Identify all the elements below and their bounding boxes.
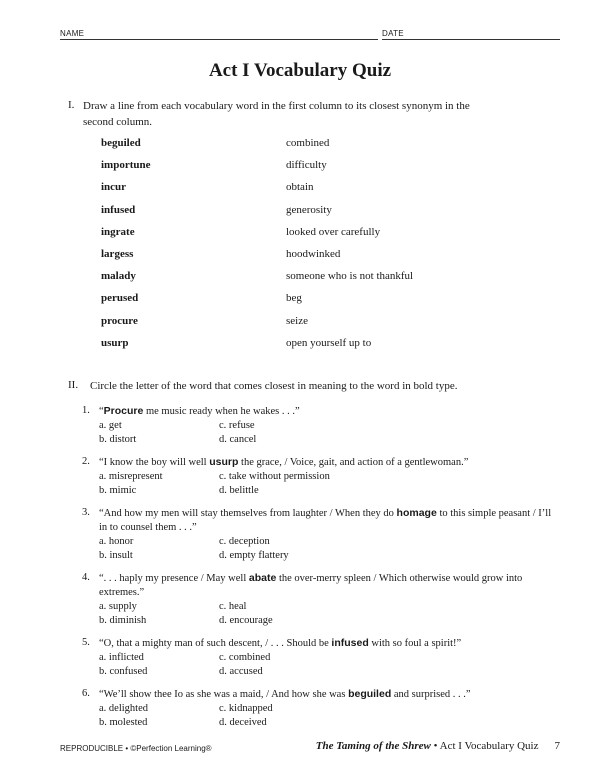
option-c[interactable]: c. refuse xyxy=(219,420,255,431)
page-number: 7 xyxy=(554,740,560,752)
question-bold-word: infused xyxy=(331,637,369,649)
question-number: 4. xyxy=(82,572,90,583)
part1-instructions-line1: Draw a line from each vocabulary word in the first column to its closest synonym in the xyxy=(83,100,470,112)
vocab-row xyxy=(101,137,461,159)
option-b[interactable]: b. mimic xyxy=(99,485,137,496)
option-c[interactable]: c. combined xyxy=(219,652,271,663)
part1-instructions-line2: second column. xyxy=(83,116,153,128)
option-c[interactable]: c. heal xyxy=(219,601,247,612)
question-bold-word: homage xyxy=(396,507,437,519)
answer-options xyxy=(99,702,552,730)
vocab-word[interactable]: importune xyxy=(101,159,151,172)
option-a[interactable]: a. misrepresent xyxy=(99,471,163,482)
vocab-synonym[interactable]: beg xyxy=(286,292,302,305)
part1-instructions xyxy=(83,98,563,130)
vocab-synonym[interactable]: obtain xyxy=(286,181,314,194)
option-b[interactable]: b. confused xyxy=(99,666,148,677)
vocab-word[interactable]: perused xyxy=(101,292,139,305)
question-text-pre: “O, that a mighty man of such descent, / . . . Should be xyxy=(99,638,332,649)
question-text-post: the grace, / Voice, gait, and action of a gentlewoman.” xyxy=(238,457,469,468)
option-d[interactable]: d. accused xyxy=(219,666,263,677)
vocab-row xyxy=(101,159,461,181)
vocab-row xyxy=(101,270,461,292)
vocab-synonym[interactable]: difficulty xyxy=(286,159,327,172)
page-title: Act I Vocabulary Quiz xyxy=(208,60,392,81)
vocab-row xyxy=(101,226,461,248)
answer-options xyxy=(99,651,552,679)
vocab-word[interactable]: procure xyxy=(101,314,138,327)
footer-title xyxy=(316,740,560,752)
vocab-word[interactable]: usurp xyxy=(101,336,129,349)
question-item xyxy=(82,455,552,498)
question-item xyxy=(82,636,552,679)
vocab-synonym[interactable]: seize xyxy=(286,314,308,327)
vocab-word[interactable]: largess xyxy=(101,247,134,260)
question-number: 1. xyxy=(82,405,90,416)
date-line xyxy=(382,39,560,40)
question-text xyxy=(99,506,552,535)
question-bold-word: usurp xyxy=(209,456,239,468)
option-a[interactable]: a. honor xyxy=(99,536,134,547)
question-text xyxy=(99,571,552,600)
question-item xyxy=(82,506,552,563)
question-number: 2. xyxy=(82,456,90,467)
option-d[interactable]: d. cancel xyxy=(219,434,257,445)
vocab-word[interactable]: ingrate xyxy=(101,225,135,238)
question-text xyxy=(99,687,552,702)
vocab-row xyxy=(101,181,461,203)
option-c[interactable]: c. take without permission xyxy=(219,471,330,482)
answer-options xyxy=(99,419,552,447)
vocab-synonym[interactable]: someone who is not thankful xyxy=(286,270,414,283)
date-label: DATE xyxy=(382,29,404,38)
vocab-table xyxy=(101,137,461,359)
option-d[interactable]: d. empty flattery xyxy=(219,550,289,561)
footer xyxy=(60,742,560,756)
part2-instructions: Circle the letter of the word that comes closest in meaning to the word in bold type. xyxy=(90,380,458,392)
question-text-pre: “ xyxy=(99,406,104,417)
question-number: 3. xyxy=(82,507,90,518)
question-text-pre: “We’ll show thee Io as she was a maid, / And how she was xyxy=(99,689,349,700)
footer-copyright: REPRODUCIBLE • ©Perfection Learning® xyxy=(60,744,212,753)
option-d[interactable]: d. belittle xyxy=(219,485,259,496)
option-a[interactable]: a. delighted xyxy=(99,703,148,714)
question-item xyxy=(82,404,552,447)
question-list xyxy=(82,404,552,730)
vocab-synonym[interactable]: generosity xyxy=(286,203,332,216)
question-text-post: to this simple peasant / I’ll in to counsel them . . .” xyxy=(99,508,552,533)
question-bold-word: beguiled xyxy=(348,688,392,700)
vocab-row xyxy=(101,248,461,270)
option-a[interactable]: a. get xyxy=(99,420,122,431)
question-text-post: the over-merry spleen / Which otherwise would grow into extremes.” xyxy=(99,573,523,598)
question-text-pre: “I know the boy will well xyxy=(99,457,210,468)
question-text-post: and surprised . . .” xyxy=(391,689,471,700)
answer-options xyxy=(99,535,552,563)
question-text-post: me music ready when he wakes . . .” xyxy=(143,406,300,417)
vocab-synonym[interactable]: combined xyxy=(286,137,330,149)
option-a[interactable]: a. inflicted xyxy=(99,652,144,663)
vocab-word[interactable]: incur xyxy=(101,181,127,194)
part2-numeral: II. xyxy=(68,379,79,391)
option-c[interactable]: c. kidnapped xyxy=(219,703,273,714)
vocab-synonym[interactable]: looked over carefully xyxy=(286,225,381,238)
option-b[interactable]: b. distort xyxy=(99,434,137,445)
vocab-synonym[interactable]: hoodwinked xyxy=(286,247,341,260)
name-line xyxy=(60,39,378,40)
header xyxy=(60,29,560,41)
option-b[interactable]: b. molested xyxy=(99,717,148,728)
answer-options xyxy=(99,470,552,498)
question-number: 5. xyxy=(82,637,90,648)
question-bold-word: abate xyxy=(248,572,277,584)
answer-options xyxy=(99,600,552,628)
vocab-row xyxy=(101,204,461,226)
part1-numeral: I. xyxy=(68,99,75,111)
name-label: NAME xyxy=(60,29,85,38)
option-a[interactable]: a. supply xyxy=(99,601,137,612)
option-c[interactable]: c. deception xyxy=(219,536,270,547)
question-text-pre: “And how my men will stay themselves from laughter / When they do xyxy=(99,508,397,519)
question-item xyxy=(82,687,552,730)
question-text xyxy=(99,455,552,470)
question-text-post: with so foul a spirit!” xyxy=(368,638,462,649)
vocab-word[interactable]: malady xyxy=(101,270,136,283)
question-text xyxy=(99,404,552,419)
question-text-pre: “. . . haply my presence / May well xyxy=(99,573,249,584)
vocab-row xyxy=(101,337,461,359)
question-bold-word: Procure xyxy=(103,405,144,417)
question-text xyxy=(99,636,552,651)
option-d[interactable]: d. deceived xyxy=(219,717,267,728)
option-d[interactable]: d. encourage xyxy=(219,615,273,626)
question-number: 6. xyxy=(82,688,90,699)
footer-quiz-title: • Act I Vocabulary Quiz xyxy=(430,740,539,752)
vocab-row xyxy=(101,292,461,314)
vocab-synonym[interactable]: open yourself up to xyxy=(286,336,372,349)
option-b[interactable]: b. insult xyxy=(99,550,133,561)
vocab-row xyxy=(101,315,461,337)
option-b[interactable]: b. diminish xyxy=(99,615,147,626)
vocab-word[interactable]: beguiled xyxy=(101,137,141,149)
footer-book-title: The Taming of the Shrew xyxy=(315,740,431,752)
vocab-word[interactable]: infused xyxy=(101,203,136,216)
question-item xyxy=(82,571,552,628)
